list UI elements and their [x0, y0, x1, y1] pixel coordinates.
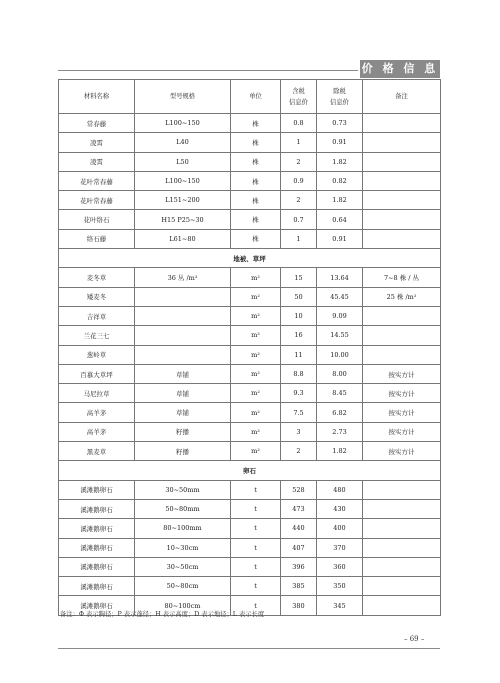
cell-unit: m² — [231, 364, 281, 383]
cell-tax-price: 396 — [281, 557, 317, 576]
cell-spec: L151~200 — [135, 191, 231, 210]
section-row — [59, 461, 441, 480]
cell-spec — [135, 306, 231, 325]
page-section-title: 价 格 信 息 — [360, 60, 440, 78]
cell-unit: m² — [231, 326, 281, 345]
cell-name: 矮麦冬 — [59, 287, 135, 306]
cell-notax-price: 1.82 — [317, 191, 363, 210]
cell-tax-price: 385 — [281, 577, 317, 596]
cell-unit: t — [231, 480, 281, 499]
cell-notax-price: 45.45 — [317, 287, 363, 306]
section-title: 地被、草坪 — [59, 249, 441, 268]
cell-name: 溪滩鹅卵石 — [59, 557, 135, 576]
cell-notax-price: 350 — [317, 577, 363, 596]
table-row — [59, 287, 441, 306]
table-row — [59, 384, 441, 403]
cell-note: 按实方计 — [363, 403, 441, 422]
cell-note — [363, 229, 441, 248]
table-row — [59, 345, 441, 364]
cell-note — [363, 152, 441, 171]
cell-unit: t — [231, 499, 281, 518]
table-row — [59, 480, 441, 499]
table-row — [59, 442, 441, 461]
table-row — [59, 306, 441, 325]
cell-notax-price: 8.00 — [317, 364, 363, 383]
cell-notax-price: 9.09 — [317, 306, 363, 325]
cell-spec: L61~80 — [135, 229, 231, 248]
cell-spec: 30~50cm — [135, 557, 231, 576]
cell-name: 马尼拉草 — [59, 384, 135, 403]
cell-name: 花叶常春藤 — [59, 171, 135, 190]
cell-name: 兰花三七 — [59, 326, 135, 345]
cell-note — [363, 345, 441, 364]
cell-unit: m² — [231, 442, 281, 461]
cell-spec: 草铺 — [135, 384, 231, 403]
cell-note — [363, 210, 441, 229]
cell-unit: 株 — [231, 152, 281, 171]
cell-name: 花叶络石 — [59, 210, 135, 229]
cell-notax-price: 345 — [317, 596, 363, 615]
cell-note — [363, 171, 441, 190]
header-rule — [58, 70, 358, 71]
col-header-note: 备注 — [363, 80, 441, 114]
cell-tax-price: 528 — [281, 480, 317, 499]
table-row — [59, 557, 441, 576]
cell-unit: m² — [231, 345, 281, 364]
cell-unit: t — [231, 557, 281, 576]
cell-note — [363, 596, 441, 615]
cell-spec: 草铺 — [135, 364, 231, 383]
cell-note — [363, 114, 441, 133]
table-header-row — [59, 80, 441, 114]
cell-spec: 80~100cm — [135, 596, 231, 615]
cell-unit: t — [231, 538, 281, 557]
col-header-name: 材料名称 — [59, 80, 135, 114]
cell-tax-price: 15 — [281, 268, 317, 287]
cell-spec: L100~150 — [135, 114, 231, 133]
cell-spec: L100~150 — [135, 171, 231, 190]
cell-spec: 籽播 — [135, 442, 231, 461]
cell-notax-price: 2.73 — [317, 422, 363, 441]
cell-spec: 草铺 — [135, 403, 231, 422]
cell-name: 溪滩鹅卵石 — [59, 499, 135, 518]
cell-notax-price: 0.82 — [317, 171, 363, 190]
cell-unit: 株 — [231, 191, 281, 210]
table-row — [59, 422, 441, 441]
cell-tax-price: 0.8 — [281, 114, 317, 133]
cell-name: 溪滩鹅卵石 — [59, 538, 135, 557]
table-row — [59, 499, 441, 518]
cell-unit: m² — [231, 287, 281, 306]
cell-name: 凌霄 — [59, 152, 135, 171]
cell-notax-price: 1.82 — [317, 442, 363, 461]
cell-name: 常春藤 — [59, 114, 135, 133]
cell-notax-price: 0.73 — [317, 114, 363, 133]
cell-tax-price: 2 — [281, 442, 317, 461]
cell-spec — [135, 326, 231, 345]
col-header-unit: 单位 — [231, 80, 281, 114]
table-row — [59, 133, 441, 152]
cell-note: 按实方计 — [363, 384, 441, 403]
cell-tax-price: 10 — [281, 306, 317, 325]
cell-tax-price: 2 — [281, 191, 317, 210]
col-header-spec: 型号规格 — [135, 80, 231, 114]
cell-unit: 株 — [231, 133, 281, 152]
cell-tax-price: 0.9 — [281, 171, 317, 190]
cell-spec — [135, 345, 231, 364]
cell-notax-price: 370 — [317, 538, 363, 557]
cell-tax-price: 440 — [281, 519, 317, 538]
cell-note — [363, 480, 441, 499]
cell-note — [363, 577, 441, 596]
cell-note: 按实方计 — [363, 422, 441, 441]
table-body — [59, 114, 441, 616]
cell-spec: H15 P25~30 — [135, 210, 231, 229]
table-row — [59, 326, 441, 345]
cell-note — [363, 538, 441, 557]
table-row — [59, 191, 441, 210]
cell-note — [363, 519, 441, 538]
cell-tax-price: 380 — [281, 596, 317, 615]
cell-tax-price: 9.3 — [281, 384, 317, 403]
cell-spec: L50 — [135, 152, 231, 171]
cell-unit: m² — [231, 268, 281, 287]
cell-spec: 50~80mm — [135, 499, 231, 518]
table-row — [59, 171, 441, 190]
price-table — [58, 79, 441, 616]
cell-note: 按实方计 — [363, 442, 441, 461]
cell-tax-price: 2 — [281, 152, 317, 171]
cell-tax-price: 473 — [281, 499, 317, 518]
cell-spec: 籽播 — [135, 422, 231, 441]
cell-notax-price: 10.00 — [317, 345, 363, 364]
cell-notax-price: 14.55 — [317, 326, 363, 345]
cell-name: 吉祥草 — [59, 306, 135, 325]
page-number: – 69 – — [404, 635, 425, 643]
cell-name: 溪滩鹅卵石 — [59, 596, 135, 615]
col-header-tax-price: 含税 信息价 — [281, 80, 317, 114]
cell-notax-price: 1.82 — [317, 152, 363, 171]
table-row — [59, 152, 441, 171]
cell-tax-price: 16 — [281, 326, 317, 345]
cell-spec: 80~100mm — [135, 519, 231, 538]
cell-name: 百慕大草坪 — [59, 364, 135, 383]
cell-unit: 株 — [231, 229, 281, 248]
cell-name: 高羊茅 — [59, 422, 135, 441]
table-row — [59, 210, 441, 229]
cell-note — [363, 191, 441, 210]
cell-note — [363, 499, 441, 518]
cell-note: 按实方计 — [363, 364, 441, 383]
cell-note — [363, 557, 441, 576]
cell-note — [363, 306, 441, 325]
cell-notax-price: 0.91 — [317, 229, 363, 248]
table-row — [59, 519, 441, 538]
cell-name: 高羊茅 — [59, 403, 135, 422]
table-row — [59, 538, 441, 557]
cell-tax-price: 1 — [281, 133, 317, 152]
cell-tax-price: 50 — [281, 287, 317, 306]
table-row — [59, 268, 441, 287]
table-row — [59, 577, 441, 596]
cell-name: 溪滩鹅卵石 — [59, 519, 135, 538]
cell-note: 25 株 /m² — [363, 287, 441, 306]
cell-name: 溪滩鹅卵石 — [59, 577, 135, 596]
table-row — [59, 114, 441, 133]
cell-tax-price: 1 — [281, 229, 317, 248]
cell-notax-price: 430 — [317, 499, 363, 518]
cell-notax-price: 0.91 — [317, 133, 363, 152]
cell-notax-price: 13.64 — [317, 268, 363, 287]
cell-tax-price: 7.5 — [281, 403, 317, 422]
cell-notax-price: 400 — [317, 519, 363, 538]
cell-spec: L40 — [135, 133, 231, 152]
table-row — [59, 403, 441, 422]
table-row — [59, 229, 441, 248]
cell-notax-price: 8.45 — [317, 384, 363, 403]
cell-note — [363, 326, 441, 345]
cell-tax-price: 407 — [281, 538, 317, 557]
cell-note — [363, 133, 441, 152]
cell-unit: 株 — [231, 210, 281, 229]
cell-unit: 株 — [231, 114, 281, 133]
cell-unit: 株 — [231, 171, 281, 190]
cell-note: 7~8 株 / 丛 — [363, 268, 441, 287]
cell-unit: m² — [231, 403, 281, 422]
cell-name: 黑麦草 — [59, 442, 135, 461]
cell-name: 花叶常春藤 — [59, 191, 135, 210]
footer-rule — [58, 648, 440, 649]
cell-unit: m² — [231, 384, 281, 403]
cell-spec: 10~30cm — [135, 538, 231, 557]
cell-notax-price: 6.82 — [317, 403, 363, 422]
cell-notax-price: 0.64 — [317, 210, 363, 229]
cell-name: 溪滩鹅卵石 — [59, 480, 135, 499]
cell-unit: m² — [231, 422, 281, 441]
cell-spec: 50~80cm — [135, 577, 231, 596]
cell-name: 葱岭草 — [59, 345, 135, 364]
cell-tax-price: 0.7 — [281, 210, 317, 229]
cell-notax-price: 480 — [317, 480, 363, 499]
cell-tax-price: 8.8 — [281, 364, 317, 383]
cell-unit: m² — [231, 306, 281, 325]
cell-unit: t — [231, 577, 281, 596]
cell-spec: 36 丛 /m² — [135, 268, 231, 287]
cell-notax-price: 360 — [317, 557, 363, 576]
cell-spec — [135, 287, 231, 306]
table-row — [59, 364, 441, 383]
cell-name: 麦冬草 — [59, 268, 135, 287]
col-header-notax-price: 除税 信息价 — [317, 80, 363, 114]
cell-name: 络石藤 — [59, 229, 135, 248]
section-title: 卵石 — [59, 461, 441, 480]
cell-unit: t — [231, 596, 281, 615]
section-row — [59, 249, 441, 268]
cell-unit: t — [231, 519, 281, 538]
cell-spec: 30~50mm — [135, 480, 231, 499]
cell-name: 凌霄 — [59, 133, 135, 152]
cell-tax-price: 3 — [281, 422, 317, 441]
footnote: 备注：Φ 表示胸径；P 表示蓬径；H 表示高度；D 表示地径；L 表示长度 — [60, 611, 265, 618]
cell-tax-price: 11 — [281, 345, 317, 364]
